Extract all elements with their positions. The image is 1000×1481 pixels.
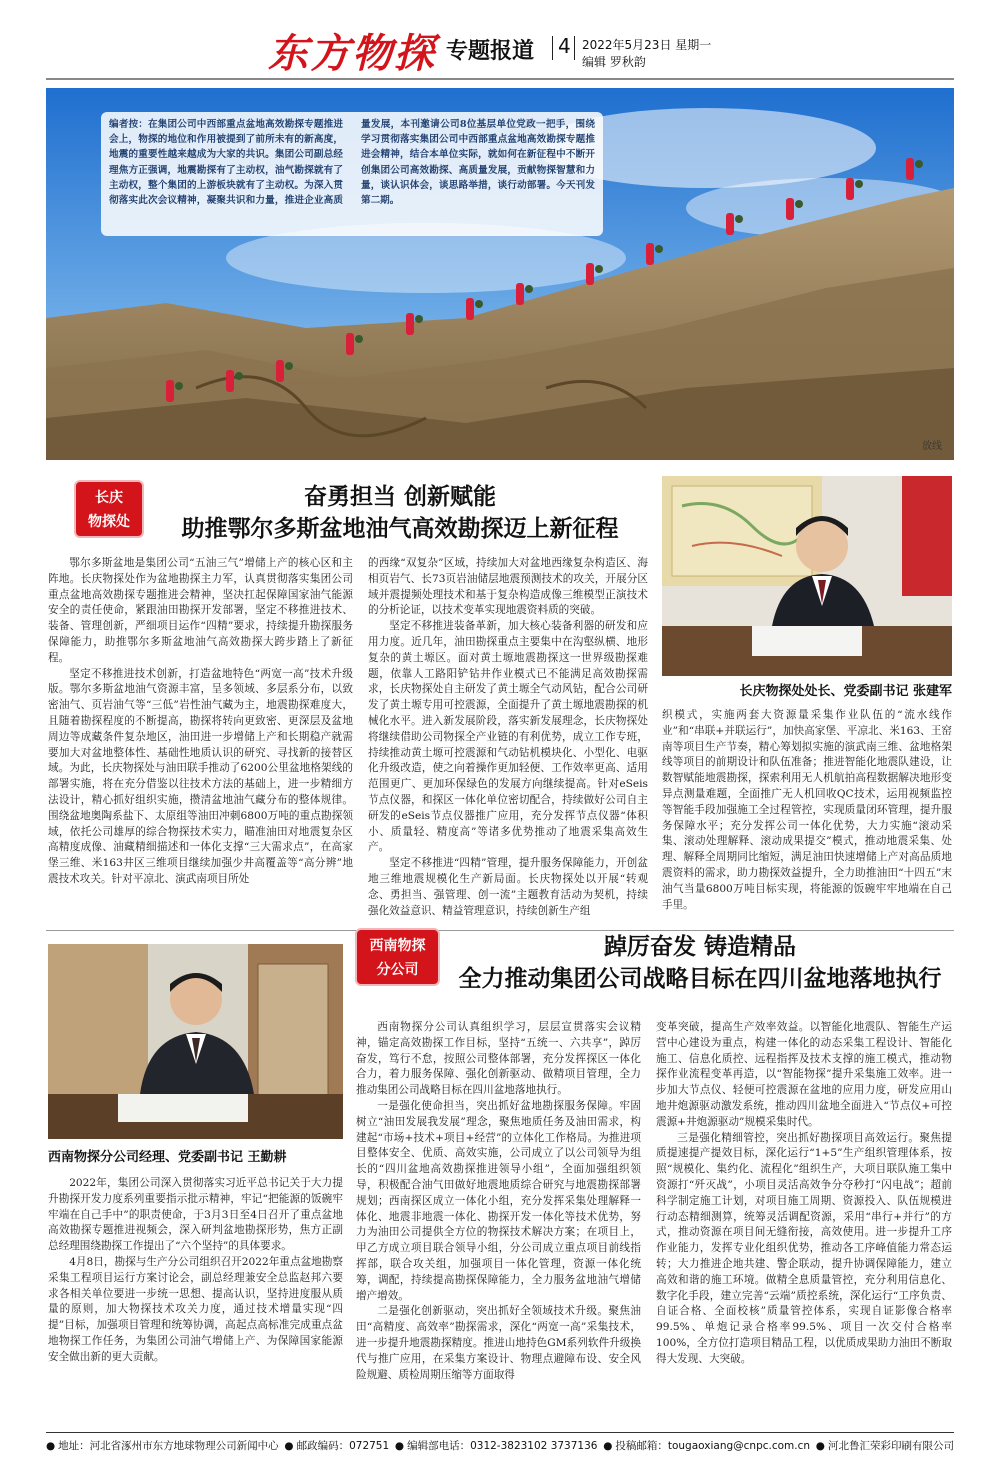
divider [574,36,575,60]
paragraph: 的西缘“双复杂”区域，持续加大对盆地西缘复杂构造区、海相页岩气、长73页岩油储层地震预测技术的攻关，开展分区域并震提频处理技术和基于复杂构造成像三维模型正演技术的分析论证，以技术变革实现地震资料质的突破。 [368,557,648,617]
paragraph: 二是强化创新驱动，突出抓好全领域技术升级。聚焦油田“高精度、高效率”勘探需求，深化“两宽一高”采集技术，进一步提升地震勘探精度。推进山地持色GM系列软件升级换代与推广应用，在采集方案设计、物理点避障布设、安全风险规避、质检周期压缩等方面取得 [356,1305,641,1381]
paragraph: 4月8日，勘探与生产分公司组织召开2022年重点盆地勘察采集工程项目运行方案讨论会，副总经理兼安全总监赵邦六要求各相关单位要进一步统一思想、提高认识，坚持进度服从质量的原则，加大物探技术攻关力度，通过技术增量实现“四提”目标，加强项目管理和统筹协调，高起点高标准完成重点盆地物探工作任务，为集团公司油气增储上产、为保障国家能源安全做出新的更大贡献。 [48,1255,343,1363]
unit-tag-southwest [355,928,440,986]
bottom-rule [46,1432,954,1433]
footer [46,1438,954,1456]
newspaper-logo: 东方物探 [268,30,436,77]
editor-note: 编者按：在集团公司中西部重点盆地高效勘探专题推进会上，物探的地位和作用被提到了前所未有的新高度，地震的重要性越来越成为大家的共识。集团公司副总经理焦方正强调，地震勘探有了主动权，油气勘探就有了主动权，整个集团的上游板块就有了主动权。为深入贯彻落实此次会议精神，凝聚共识和力量，推进企业高质量发展，本刊邀请公司8位基层单位党政一把手，围绕学习贯彻落实集团公司中西部重点盆地高效勘探专题推进会精神，结合本单位实际，就如何在新征程中不断开创集团公司高效勘探、高质量发展，贡献物探智慧和力量，谈认识体会，谈思路举措，谈行动部署。今天刊发第二期。 [101,112,603,236]
portrait-image [662,476,952,676]
divider [552,36,553,60]
article2-headline-main: 踔厉奋发 铸造精品 [603,934,796,960]
hero-photo [46,88,954,460]
photo-credit: 放线 [922,441,942,452]
paragraph: 坚定不移推进装备革新，加大核心装备利器的研发和应用力度。近几年，油田勘探重点主要集中在沟壑纵横、地形复杂的黄土塬区。面对黄土塬地震勘探这一世界级勘探难题，依靠人工路阳铲钻井作业模式已不能满足高效勘探需求，长庆物探处自主研发了黄土塬全气动风钻，配合公司研发了黄土塬专用可控震源，全面提升了黄土塬地震勘探的机械化水平。进入新发展阶段，落实新发展理念，长庆物探处将继续借助公司物探全产业链的有利优势，成立工作专班，持续推动黄土塬可控震源和气动钻机模块化、小型化、电驱化升级改造，使之向着操作更加轻便、工作效率更高、适用范围更广、更加环保绿色的发展方向继续提高。针对eSeis节点仪器，和探区一体化单位密切配合，持续做好公司自主研发的eSeis节点仪器推广应用，充分发挥节点仪器“体积小、质量轻、精度高”等诸多优势推动了地震采集高效生产。 [368,620,648,854]
article1-column-3 [662,708,952,926]
paragraph: 2022年，集团公司深入贯彻落实习近平总书记关于大力提升勘探开发力度系列重要指示批示精神，牢记“把能源的饭碗牢牢端在自己手中”的职责使命，于3月3日至4日召开了重点盆地高效勘探专题推进视频会，深入研判盆地勘探形势，焦方正副总经理围绕勘探工作提出了“六个坚持”的具体要求。 [48,1177,343,1253]
footer-phone: ● 编辑部电话：0312-3823102 3737136 [395,1438,598,1456]
portrait-caption-wang: 西南物探分公司经理、党委副书记 王勤耕 [48,1150,287,1165]
tag-line: 西南物探 [369,938,426,954]
top-rule [46,78,954,80]
footer-printer: ● 河北鲁汇荣彩印刷有限公司 [816,1438,954,1456]
issue-date: 2022年5月23日 星期一 [582,38,712,52]
paragraph: 鄂尔多斯盆地是集团公司“五油三气”增储上产的核心区和主阵地。长庆物探处作为盆地勘探主力军，认真贯彻落实集团公司重点盆地高效勘探专题推进会精神，坚决扛起保障国家油气能源安全的责任使命，紧跟油田勘探开发部署，坚定不移推进技术、装备、管理创新，严细项目运作“四精”要求，持续提升勘探服务保障能力，助推鄂尔多斯盆地油气高效勘探大跨步踏上了新征程。 [48,557,353,664]
paragraph: 变革突破，提高生产效率效益。以智能化地震队、智能生产运营中心建设为重点，构建一体化的动态采集工程设计、智能化施工、信息化质控、远程指挥及技术支撑的施工模式，推动物探作业流程变革再造，以“智能物探”提升采集施工效率。进一步加大节点仪、轻便可控震源在盆地的应用力度，研发应用山地井炮源驱动激发系统，推动四川盆地全面进入“节点仪+可控震源+井炮源驱动”规模采集时代。 [656,1021,952,1128]
portrait-photo-wang [48,944,343,1139]
portrait-image [48,944,343,1139]
article2-column-3 [656,1020,952,1410]
article1-column-2 [368,556,648,926]
article2-column-1 [48,1176,343,1408]
paragraph: 一是强化使命担当，突出抓好盆地勘探服务保障。牢固树立“油田发展我发展”理念，聚焦地质任务及油田需求，构建起“市场+技术+项目+经营”的立体化工作格局。为推进项目整体安全、优质、高效实施，公司成立了以公司领导为组长的“四川盆地高效勘探推进领导小组”，全面加强组织领导，积极配合油气田做好地震地质综合研究与地震勘探部署规划；西南探区成立一体化小组，充分发挥采集处理解释一体化、地震非地震一体化、勘探开发一体化等技术优势，努力为油田公司提供全方位的物探技术解决方案；在项目上，甲乙方成立项目联合领导小组，分公司成立重点项目前线指挥部，联合攻关组，加强项目一体化管理，资源一体化统筹，调配，持续提高勘探保障能力，全力服务盆地油气增储增产增效。 [356,1099,641,1302]
paragraph: 西南物探分公司认真组织学习，层层宣贯落实会议精神，锚定高效勘探工作目标，坚持“五统一、六共享”，踔厉奋发，笃行不怠，按照公司整体部署，充分发挥探区一体化合力，着力服务保障、强化创新驱动、做精项目管理，全力推动集团公司战略目标在四川盆地落地执行。 [356,1021,641,1097]
editor-credit: 编辑 罗秋韵 [582,55,646,69]
article1-column-1 [48,556,353,926]
paragraph: 织模式，实施两套大资源量采集作业队伍的“流水线作业”和“串联+并联运行”，加快高家堡、平凉北、米163、王窑南等项目生产节奏，精心筹划拟实施的演武南三维、盆地格架线等项目的前期设计和队伍准备；推进智能化地震队建设，让数智赋能地震勘探，探索利用无人机航拍高程数据解决地形变异点测量难题，全面推广无人机回收QC技术，运用视频监控等智能手段加强施工全过程管控，实现质量闭环管理，提升服务保障水平；充分发挥公司一体化优势，大力实施“滚动采集、滚动处理解释、滚动成果提交”模式，推动地震采集、处理、解释全周期同比缩短，满足油田快速增储上产对高品质地震资料的需求，助力勘探效益提升，全力助推油田“十四五”末油气当量6800万吨目标实现，将能源的饭碗牢牢地端在自己手里。 [662,709,952,911]
article2-column-2 [356,1020,641,1410]
footer-address: ● 地址：河北省涿州市东方地球物理公司新闻中心 [46,1438,279,1456]
section-title: 专题报道 [446,39,535,64]
tag-line: 分公司 [376,962,419,978]
tag-line: 长庆 [95,490,123,506]
paragraph: 三是强化精细管控，突出抓好勘探项目高效运行。聚焦提质提速提产提效目标，深化运行“1+5”生产组织管理体系，按照“规模化、集约化、流程化”组织生产，大项目联队施工集中资源打“歼灭战”，小项目灵活高效争分夺秒打“闪电战”；超前科学制定施工计划，对项目施工周期、资源投入、队伍规模进行动态精细测算，统筹灵活调配资源，采用“串行+并行”的方式，推动资源在项目间无缝衔接，高效使用。进一步提升工序作业能力，发挥专业化组织优势，推动各工序峰值能力常态运转；大力推进企地共建、警企联动，提升协调保障能力，建立高效和谐的施工环境。做精全息质量管控，充分利用信息化、数字化手段，建立完善“云端”质控系统，深化运行“工序负责、自证合格、全面校核”质量管控体系，实现自证影像合格率99.5%、单炮记录合格率99.5%、项目一次交付合格率100%，全方位打造项目精品工程，以优质成果助力油田不断取得大发现、大突破。 [656,1131,952,1365]
masthead [0,0,1000,82]
unit-tag-changqing [74,480,144,538]
tag-line: 物探处 [88,514,130,530]
paragraph: 坚定不移推进“四精”管理，提升服务保障能力，开创盆地三维地震规模化生产新局面。长庆物探处以开展“转观念、勇担当、强管理、创一流”主题教育活动为契机，持续强化效益意识、精益管理意识，持续创新生产组 [368,857,648,917]
page-number: 4 [558,34,571,58]
portrait-caption-zhang: 长庆物探处处长、党委副书记 张建军 [739,684,952,699]
paragraph: 坚定不移推进技术创新，打造盆地特色“两宽一高”技术升级版。鄂尔多斯盆地油气资源丰富，呈多领域、多层系分布，以致密油气、页岩油气等“三低”岩性油气藏为主，地震勘探难度大，且随着勘探程度的不断提高，勘探将转向更致密、更深层及盆地周边等成藏条件复杂地区，油田进一步增储上产和长期稳产就需要加大对盆地整体性、基础性地质认识的研究、寻找新的接替区域。为此，长庆物探处与油田联手推动了6200公里盆地格架线的部署实施，将在充分借鉴以往技术方法的基础上，进一步精细方法设计，精心抓好组织实施，攒清盆地油气藏分布的整体规律。围绕盆地奥陶系盐下、太原组等油田冲刺6800万吨的重点勘探领域，依托公司雄厚的综合物探技术实力，瞄准油田对地震复杂区高精度成像、油藏精细描述和一体化支撑“三大需求点”，在高家堡三维、米163井区三维项目继续加强少井高覆盖等“高分辨”地震技术攻关。针对平凉北、演武南项目所处 [48,667,353,885]
portrait-photo-zhang [662,476,952,676]
article1-headline-main: 奋勇担当 创新赋能 [303,484,496,510]
article1-headline-sub: 助推鄂尔多斯盆地油气高效勘探迈上新征程 [181,516,619,542]
footer-email: ● 投稿邮箱：tougaoxiang@cnpc.com.cn [603,1438,810,1456]
footer-postcode: ● 邮政编码：072751 [284,1438,389,1456]
article2-headline-sub: 全力推动集团公司战略目标在四川盆地落地执行 [458,966,942,992]
